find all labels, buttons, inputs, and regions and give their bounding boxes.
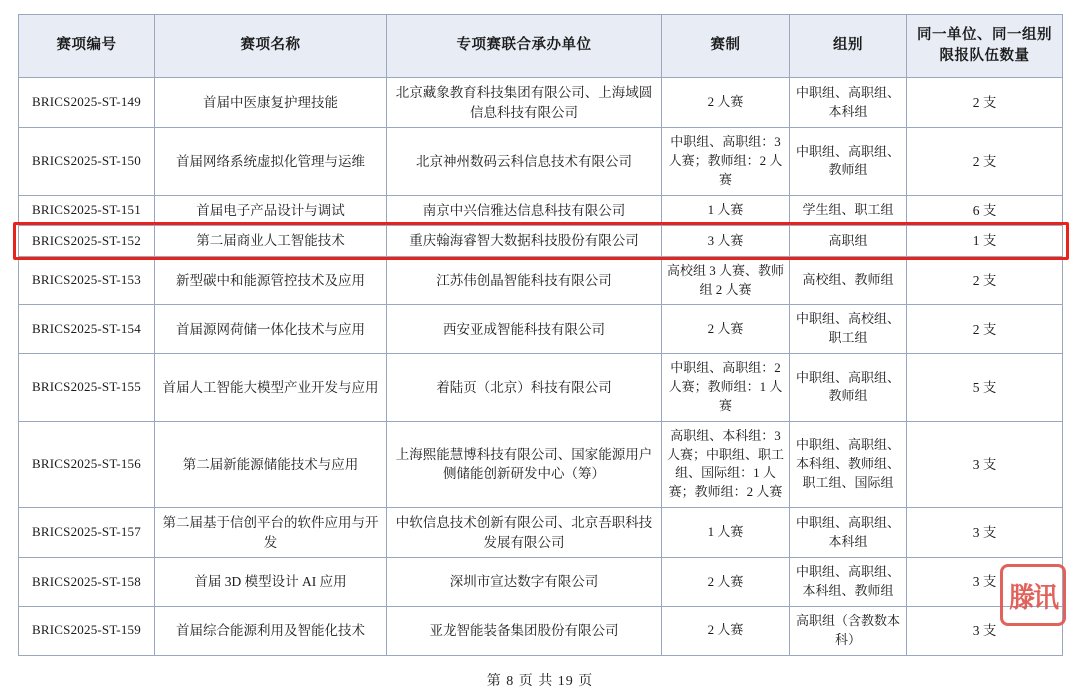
cell-mode: 1 人赛: [662, 508, 790, 558]
cell-mode: 1 人赛: [662, 195, 790, 226]
cell-group: 学生组、职工组: [790, 195, 907, 226]
cell-code: BRICS2025-ST-155: [19, 354, 155, 422]
cell-group: 中职组、高职组、本科组、教师组: [790, 558, 907, 607]
table-row: [19, 128, 1063, 196]
column-header-code: 赛项编号: [19, 15, 155, 78]
cell-unit: 亚龙智能装备集团股份有限公司: [387, 606, 662, 655]
cell-code: BRICS2025-ST-159: [19, 606, 155, 655]
column-header-mode: 赛制: [662, 15, 790, 78]
cell-unit: 中软信息技术创新有限公司、北京吾职科技发展有限公司: [387, 508, 662, 558]
table-row: [19, 508, 1063, 558]
cell-name: 新型碳中和能源管控技术及应用: [155, 256, 387, 305]
cell-name: 首届 3D 模型设计 AI 应用: [155, 558, 387, 607]
cell-unit: 重庆翰海睿智大数据科技股份有限公司: [387, 226, 662, 257]
cell-mode: 3 人赛: [662, 226, 790, 257]
page-footer: 第 8 页 共 19 页: [486, 673, 594, 689]
cell-code: BRICS2025-ST-156: [19, 421, 155, 507]
cell-code: BRICS2025-ST-151: [19, 195, 155, 226]
cell-name: 首届电子产品设计与调试: [155, 195, 387, 226]
cell-limit: 2 支: [907, 256, 1063, 305]
cell-unit: 江苏伟创晶智能科技有限公司: [387, 256, 662, 305]
table-row: [19, 195, 1063, 226]
cell-name: 第二届商业人工智能技术: [155, 226, 387, 257]
table-header: [19, 15, 1063, 78]
cell-unit: 西安亚成智能科技有限公司: [387, 305, 662, 354]
cell-group: 高校组、教师组: [790, 256, 907, 305]
cell-mode: 2 人赛: [662, 78, 790, 128]
cell-group: 高职组（含教数本科）: [790, 606, 907, 655]
table-row: [19, 606, 1063, 655]
competition-table: [18, 14, 1063, 656]
cell-limit: 6 支: [907, 195, 1063, 226]
cell-unit: 南京中兴信雅达信息科技有限公司: [387, 195, 662, 226]
cell-mode: 中职组、高职组：3 人赛；教师组：2 人赛: [662, 128, 790, 196]
table-header-row: [19, 15, 1063, 78]
cell-unit: 着陆页（北京）科技有限公司: [387, 354, 662, 422]
cell-code: BRICS2025-ST-149: [19, 78, 155, 128]
cell-name: 第二届基于信创平台的软件应用与开发: [155, 508, 387, 558]
table-row: [19, 305, 1063, 354]
table-row: [19, 256, 1063, 305]
cell-group: 中职组、高职组、本科组: [790, 508, 907, 558]
cell-mode: 高职组、本科组：3 人赛；中职组、职工组、国际组：1 人赛；教师组：2 人赛: [662, 421, 790, 507]
cell-mode: 高校组 3 人赛、教师组 2 人赛: [662, 256, 790, 305]
cell-mode: 中职组、高职组：2 人赛；教师组：1 人赛: [662, 354, 790, 422]
cell-name: 首届综合能源利用及智能化技术: [155, 606, 387, 655]
cell-code: BRICS2025-ST-153: [19, 256, 155, 305]
cell-mode: 2 人赛: [662, 305, 790, 354]
cell-mode: 2 人赛: [662, 606, 790, 655]
watermark-text: 滕讯: [1008, 581, 1057, 613]
cell-name: 第二届新能源储能技术与应用: [155, 421, 387, 507]
cell-limit: 3 支: [907, 606, 1063, 655]
cell-group: 中职组、高校组、职工组: [790, 305, 907, 354]
cell-limit: 3 支: [907, 508, 1063, 558]
cell-group: 中职组、高职组、教师组: [790, 354, 907, 422]
cell-unit: 上海熙能慧博科技有限公司、国家能源用户侧储能创新研发中心（筹）: [387, 421, 662, 507]
cell-limit: 2 支: [907, 78, 1063, 128]
cell-name: 首届网络系统虚拟化管理与运维: [155, 128, 387, 196]
cell-limit: 3 支: [907, 558, 1063, 607]
cell-limit: 2 支: [907, 128, 1063, 196]
cell-name: 首届中医康复护理技能: [155, 78, 387, 128]
column-header-name: 赛项名称: [155, 15, 387, 78]
cell-code: BRICS2025-ST-150: [19, 128, 155, 196]
table-row: [19, 354, 1063, 422]
cell-name: 首届人工智能大模型产业开发与应用: [155, 354, 387, 422]
table-row: [19, 78, 1063, 128]
cell-group: 中职组、高职组、本科组: [790, 78, 907, 128]
cell-unit: 北京神州数码云科信息技术有限公司: [387, 128, 662, 196]
cell-unit: 深圳市宣达数字有限公司: [387, 558, 662, 607]
cell-code: BRICS2025-ST-152: [19, 226, 155, 257]
table-row: [19, 558, 1063, 607]
cell-limit: 3 支: [907, 421, 1063, 507]
cell-group: 中职组、高职组、本科组、教师组、职工组、国际组: [790, 421, 907, 507]
cell-code: BRICS2025-ST-157: [19, 508, 155, 558]
table-row: [19, 421, 1063, 507]
table-body: [19, 78, 1063, 656]
cell-limit: 2 支: [907, 305, 1063, 354]
cell-limit: 5 支: [907, 354, 1063, 422]
cell-unit: 北京藏象教育科技集团有限公司、上海域圆信息科技有限公司: [387, 78, 662, 128]
cell-limit: 1 支: [907, 226, 1063, 257]
cell-code: BRICS2025-ST-154: [19, 305, 155, 354]
cell-code: BRICS2025-ST-158: [19, 558, 155, 607]
column-header-group: 组别: [790, 15, 907, 78]
cell-mode: 2 人赛: [662, 558, 790, 607]
column-header-unit: 专项赛联合承办单位: [387, 15, 662, 78]
cell-name: 首届源网荷储一体化技术与应用: [155, 305, 387, 354]
cell-group: 高职组: [790, 226, 907, 257]
cell-group: 中职组、高职组、教师组: [790, 128, 907, 196]
watermark-logo: [1000, 564, 1066, 626]
table-row-highlighted: [19, 226, 1063, 257]
column-header-limit: 同一单位、同一组别限报队伍数量: [907, 15, 1063, 78]
